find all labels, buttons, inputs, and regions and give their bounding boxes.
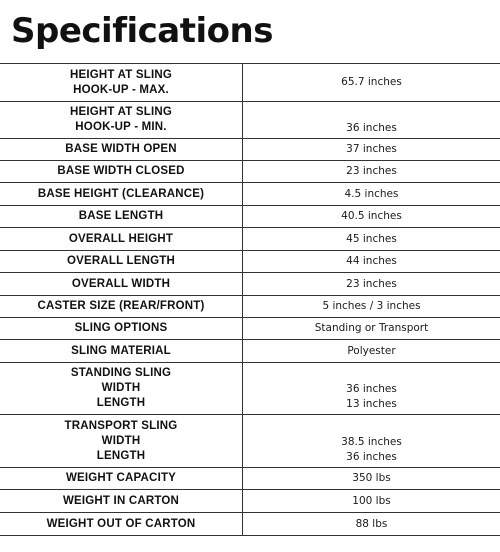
spec-label: [0, 228, 243, 251]
spec-value-line: 38.5 inches: [341, 436, 402, 448]
spec-value: [243, 273, 500, 296]
spec-label: [0, 183, 243, 206]
table-row: [0, 296, 500, 318]
table-row: [0, 206, 500, 228]
table-row: [0, 340, 500, 363]
spec-value: [243, 228, 500, 251]
spec-value: [243, 251, 500, 273]
spec-label-line: BASE WIDTH OPEN: [65, 143, 177, 155]
spec-value: [243, 102, 500, 139]
specifications-table: [0, 63, 500, 536]
table-row: [0, 490, 500, 513]
spec-value-line: 65.7 inches: [341, 76, 402, 88]
spec-value-line: 13 inches: [346, 398, 397, 410]
spec-label: [0, 363, 243, 415]
spec-label: [0, 415, 243, 468]
table-row: [0, 64, 500, 102]
spec-label-line: LENGTH: [96, 397, 146, 409]
spec-value-line: 36 inches: [346, 383, 397, 395]
table-row: [0, 513, 500, 536]
spec-label-line: OVERALL WIDTH: [71, 277, 171, 290]
spec-label-line: HEIGHT AT SLING: [69, 106, 173, 118]
spec-value: [243, 161, 500, 183]
spec-value-line: 88 lbs: [355, 517, 388, 530]
table-row: [0, 318, 500, 340]
spec-value: [243, 183, 500, 206]
spec-value: [243, 318, 500, 340]
spec-label: [0, 139, 243, 161]
spec-label-line: BASE LENGTH: [78, 210, 164, 222]
spec-label-line: HEIGHT AT SLING: [69, 68, 173, 81]
spec-label: [0, 340, 243, 363]
spec-label: [0, 251, 243, 273]
spec-label-line: WEIGHT IN CARTON: [62, 494, 180, 507]
spec-label-line: WEIGHT CAPACITY: [65, 472, 177, 484]
spec-value-line: 36 inches: [346, 122, 397, 134]
spec-value-line: 5 inches / 3 inches: [322, 300, 421, 312]
spec-label-line: TRANSPORT SLING: [64, 419, 178, 432]
spec-label: [0, 64, 243, 102]
spec-value: [243, 340, 500, 363]
spec-label-line: WEIGHT OUT OF CARTON: [46, 517, 196, 530]
spec-label: [0, 161, 243, 183]
spec-label: [0, 318, 243, 340]
spec-value-line: 45 inches: [346, 232, 397, 245]
spec-label: [0, 206, 243, 228]
table-row: [0, 102, 500, 139]
spec-value: [243, 490, 500, 513]
spec-label-line: BASE WIDTH CLOSED: [57, 165, 185, 177]
spec-label: [0, 490, 243, 513]
spec-label: [0, 102, 243, 139]
table-row: [0, 273, 500, 296]
spec-value: [243, 64, 500, 102]
spec-label-line: HOOK-UP - MIN.: [75, 121, 167, 133]
spec-value-line: 100 lbs: [352, 494, 391, 507]
spec-value-line: 4.5 inches: [344, 187, 399, 200]
spec-value-line: 37 inches: [346, 143, 397, 155]
spec-label: [0, 468, 243, 490]
spec-label-line: OVERALL LENGTH: [66, 255, 175, 267]
spec-value: [243, 139, 500, 161]
spec-value-line: 23 inches: [346, 165, 397, 177]
table-row: [0, 363, 500, 415]
spec-value: [243, 296, 500, 318]
spec-value-line: 350 lbs: [352, 472, 391, 484]
spec-label-line: WIDTH: [101, 434, 141, 447]
table-row: [0, 161, 500, 183]
spec-value: [243, 206, 500, 228]
spec-label-line: HOOK-UP - MAX.: [73, 83, 169, 96]
table-row: [0, 468, 500, 490]
spec-label-line: SLING OPTIONS: [74, 322, 168, 334]
spec-label-line: OVERALL HEIGHT: [68, 232, 174, 245]
spec-value: [243, 363, 500, 415]
spec-value-line: 23 inches: [346, 277, 397, 290]
spec-value-line: 36 inches: [346, 451, 397, 463]
table-row: [0, 183, 500, 206]
spec-value-line: 44 inches: [346, 255, 397, 267]
spec-label: [0, 273, 243, 296]
spec-value: [243, 415, 500, 468]
spec-label-line: SLING MATERIAL: [71, 344, 171, 357]
spec-label-line: LENGTH: [96, 449, 146, 462]
table-row: [0, 139, 500, 161]
spec-value-line: Standing or Transport: [314, 322, 429, 334]
table-row: [0, 415, 500, 468]
page-title: Specifications: [11, 11, 273, 51]
table-row: [0, 251, 500, 273]
spec-label: [0, 513, 243, 536]
spec-label: [0, 296, 243, 318]
spec-value-line: 40.5 inches: [341, 210, 402, 222]
spec-label-line: STANDING SLING: [70, 367, 172, 379]
spec-label-line: WIDTH: [101, 382, 141, 394]
spec-label-line: CASTER SIZE (REAR/FRONT): [37, 300, 205, 312]
spec-value-line: Polyester: [347, 344, 396, 357]
spec-label-line: BASE HEIGHT (CLEARANCE): [37, 187, 205, 200]
spec-value: [243, 513, 500, 536]
table-row: [0, 228, 500, 251]
spec-value: [243, 468, 500, 490]
